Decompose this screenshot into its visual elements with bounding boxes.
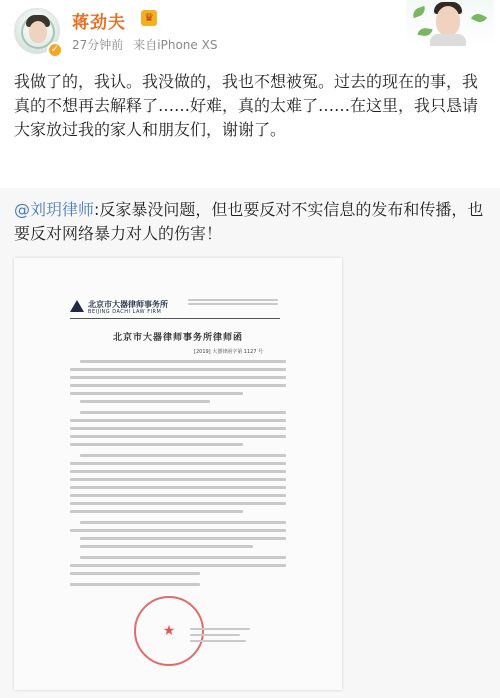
mention-link[interactable]: @刘玥律师 <box>14 200 95 219</box>
avatar-face <box>29 21 47 43</box>
post-time: 27分钟前 <box>72 38 124 52</box>
post-text: 我做了的，我认。我没做的，我也不想被冤。过去的现在的事，我真的不想再去解释了……好难，真的太难了……在这里，我只恳请大家放过我的家人和朋友们，谢谢了。 <box>14 72 479 139</box>
firm-logo-icon <box>70 300 84 312</box>
repost-text <box>14 198 486 246</box>
document-ref: [2019] 大器律函字第 1127 号 <box>194 349 264 355</box>
post-header <box>0 0 500 62</box>
document-title: 北京市大器律师事务所律师函 <box>112 333 243 343</box>
document-body <box>70 360 286 591</box>
firm-name-en: BEIJING DACHI LAW FIRM <box>88 309 162 315</box>
post-meta <box>72 36 217 53</box>
repost-content: :反家暴没问题，但也要反对不实信息的发布和传播，也要反对网络暴力对人的伤害！ <box>14 200 484 243</box>
user-name[interactable]: 蒋劲夫 <box>72 13 126 33</box>
letterhead-divider <box>70 318 280 319</box>
firm-name: 北京市大器律师事务所 <box>88 300 168 309</box>
official-seal: ★ <box>134 596 204 666</box>
header-decoration-image <box>406 0 494 46</box>
post-source[interactable]: 来自iPhone XS <box>133 38 218 52</box>
document-signature <box>190 628 250 647</box>
repost-card[interactable] <box>0 188 500 698</box>
firm-address <box>188 299 278 307</box>
document-image[interactable] <box>14 258 342 690</box>
vip-crown-icon[interactable]: ♛ <box>141 10 157 26</box>
verified-icon: ✓ <box>47 42 63 58</box>
